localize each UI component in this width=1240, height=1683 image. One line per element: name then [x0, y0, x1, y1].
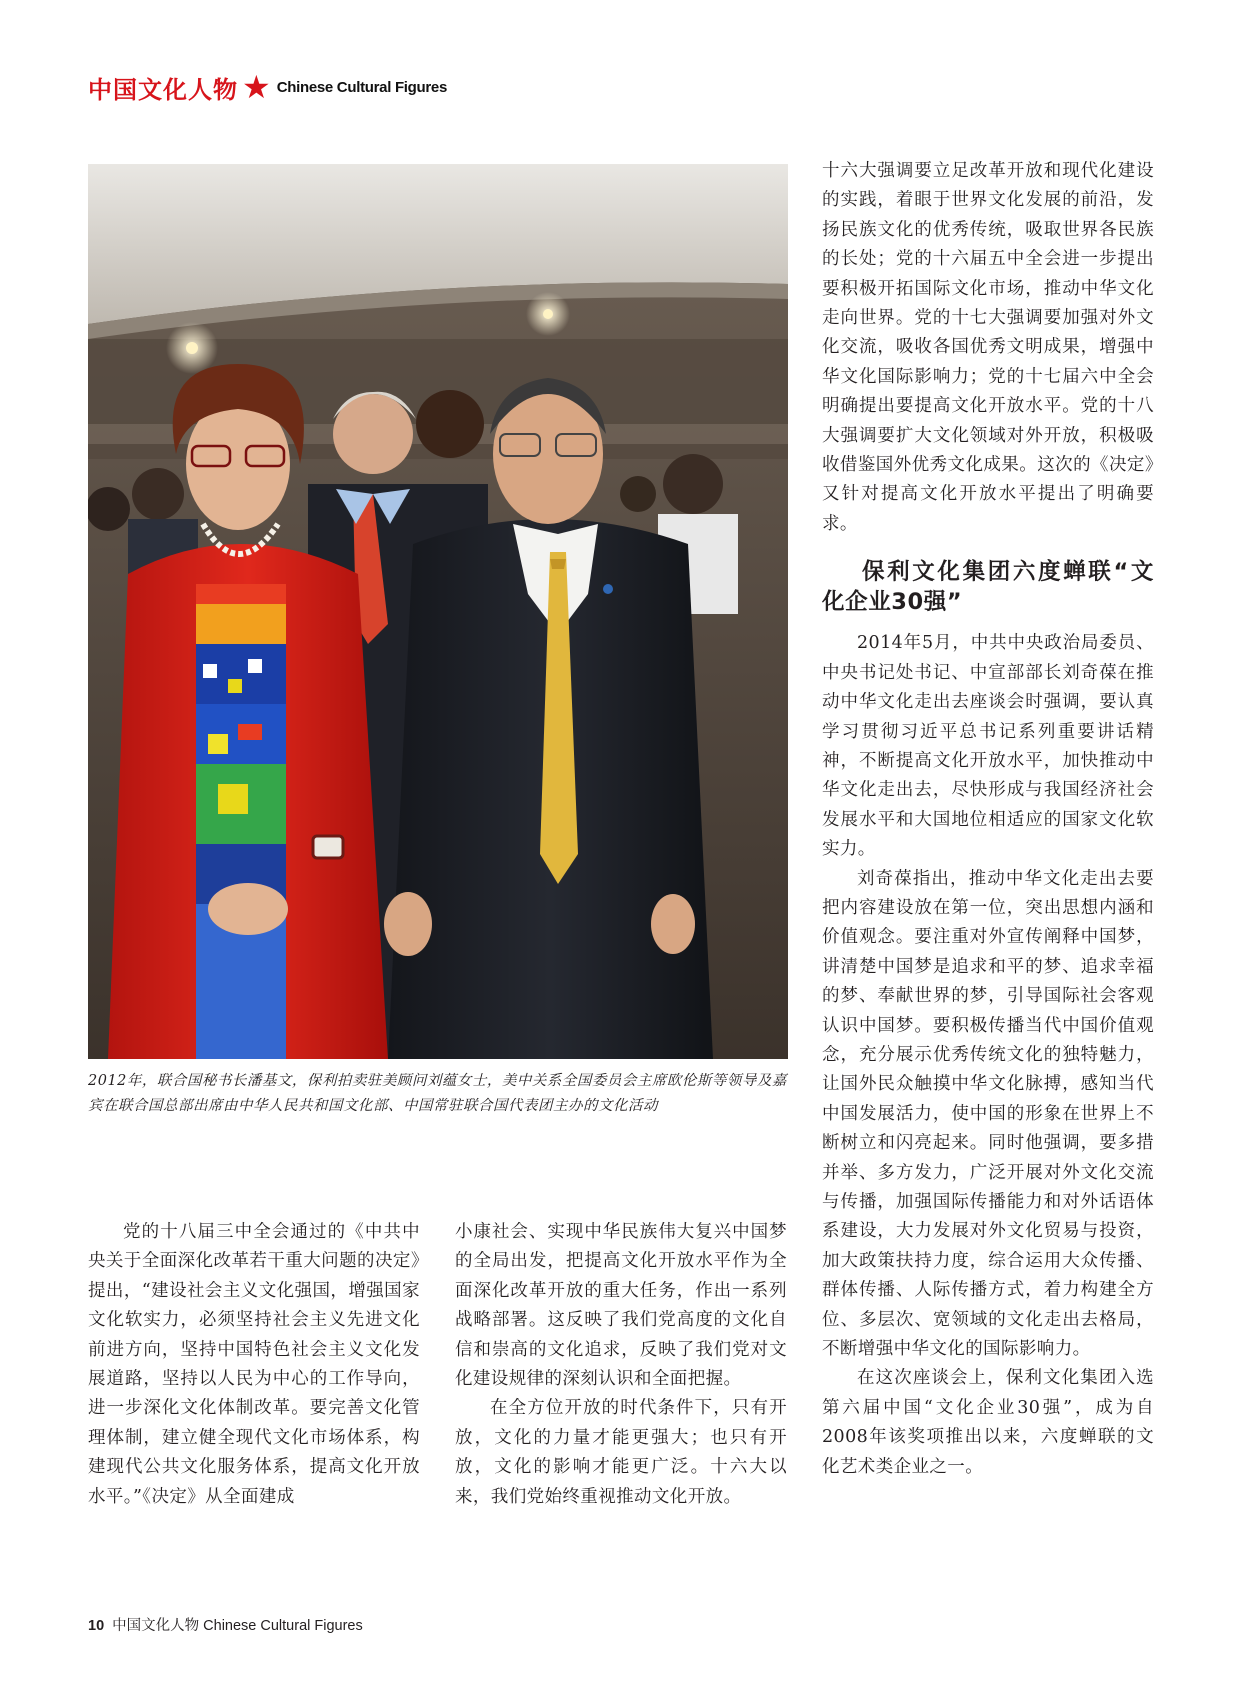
event-photo: [88, 164, 788, 1059]
masthead: [88, 70, 447, 104]
paragraph: 党的十八届三中全会通过的《中共中央关于全面深化改革若干重大问题的决定》提出，“建设社会主义文化强国，增强国家文化软实力，必须坚持社会主义先进文化前进方向，坚持中国特色社会主义文化发展道路，坚持以人民为中心的工作导向，进一步深化文化体制改革。要完善文化管理体制，建立健全现代文化市场体系，构建现代公共文化服务体系，提高文化开放水平。”《决定》从全面建成: [88, 1222, 420, 1507]
masthead-title-cn: 中国文化人物: [88, 74, 238, 104]
article-column-middle: [455, 1218, 787, 1512]
article-column-left: [88, 1218, 420, 1512]
article-column-right: [822, 157, 1154, 1482]
paragraph: 2014年5月，中共中央政治局委员、中央书记处书记、中宣部部长刘奇葆在推动中华文化走出去座谈会时强调，要认真学习贯彻习近平总书记系列重要讲话精神，不断提高文化开放水平，加快推动中华文化走出去，尽快形成与我国经济社会发展水平和大国地位相适应的国家文化软实力。: [822, 633, 1154, 860]
page-number: 10: [88, 1618, 105, 1634]
paragraph: 十六大强调要立足改革开放和现代化建设的实践，着眼于世界文化发展的前沿，发扬民族文化的优秀传统，吸取世界各民族的长处；党的十六届五中全会进一步提出要积极开拓国际文化市场，推动中华文化走向世界。党的十七大强调要加强对外文化交流，吸收各国优秀文明成果，增强中华文化国际影响力；党的十七届六中全会明确提出要提高文化开放水平。党的十八大强调要扩大文化领域对外开放，积极吸收借鉴国外优秀文化成果。这次的《决定》又针对提高文化开放水平提出了明确要求。: [822, 161, 1154, 534]
page-footer: [88, 1614, 363, 1635]
paragraph: 刘奇葆指出，推动中华文化走出去要把内容建设放在第一位，突出思想内涵和价值观念。要注重对外宣传阐释中国梦，讲清楚中国梦是追求和平的梦、追求幸福的梦、奉献世界的梦，引导国际社会客观认识中国梦。要积极传播当代中国价值观念，充分展示优秀传统文化的独特魅力，让国外民众触摸中华文化脉搏，感知当代中国发展活力，使中国的形象在世界上不断树立和闪亮起来。同时他强调，要多措并举、多方发力，广泛开展对外文化交流与传播，加强国际传播能力和对外话语体系建设，大力发展对外文化贸易与投资，加大政策扶持力度，综合运用大众传播、群体传播、人际传播方式，着力构建全方位、多层次、宽领域的文化走出去格局，不断增强中华文化的国际影响力。: [822, 868, 1154, 1360]
publication-name: 中国文化人物 Chinese Cultural Figures: [112, 1618, 363, 1634]
masthead-title-en: Chinese Cultural Figures: [276, 78, 448, 96]
photo-caption: 2012年，联合国秘书长潘基文，保利拍卖驻美顾问刘蕴女士，美中关系全国委员会主席欧伦斯等领导及嘉宾在联合国总部出席由中华人民共和国文化部、中国常驻联合国代表团主办的文化活动: [88, 1073, 787, 1114]
star-icon: ★: [242, 68, 271, 106]
paragraph: 在全方位开放的时代条件下，只有开放，文化的力量才能更强大；也只有开放，文化的影响才能更广泛。十六大以来，我们党始终重视推动文化开放。: [455, 1398, 787, 1507]
paragraph: 小康社会、实现中华民族伟大复兴中国梦的全局出发，把提高文化开放水平作为全面深化改革开放的重大任务，作出一系列战略部署。这反映了我们党高度的文化自信和崇高的文化追求，反映了我们党对文化建设规律的深刻认识和全面把握。: [455, 1222, 787, 1390]
section-heading: 保利文化集团六度蝉联“文化企业30强”: [822, 559, 1154, 616]
paragraph: 在这次座谈会上，保利文化集团入选第六届中国“文化企业30强”，成为自2008年该奖项推出以来，六度蝉联的文化艺术类企业之一。: [822, 1368, 1154, 1477]
